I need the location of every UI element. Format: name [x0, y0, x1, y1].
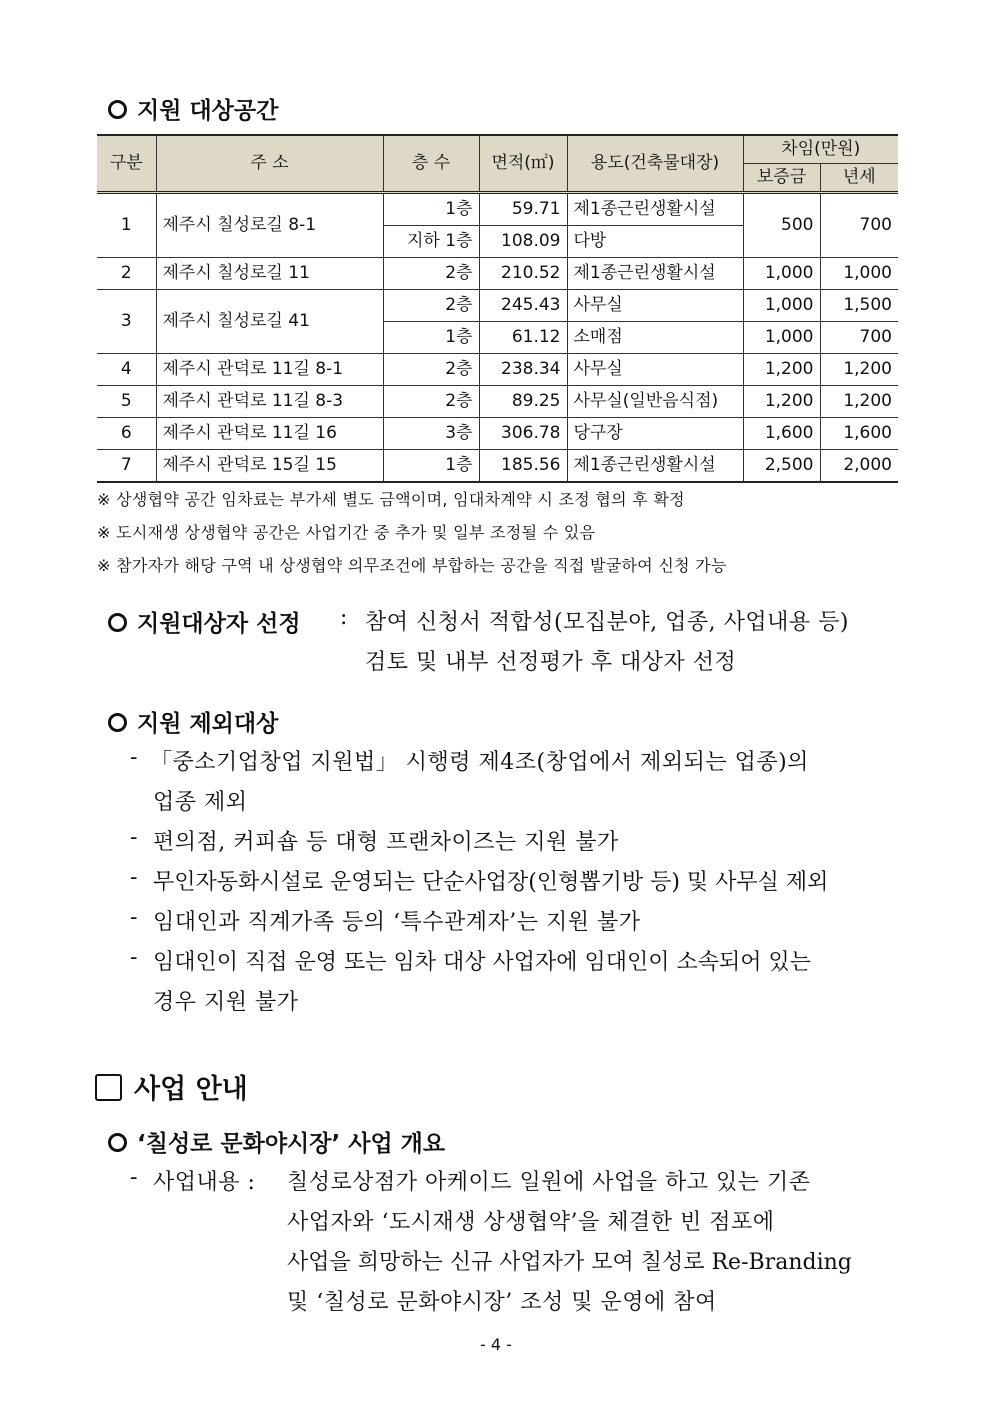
section-heading-business-guide: 사업 안내 [95, 1067, 248, 1106]
cell-floor: 3층 [383, 418, 479, 450]
cell-address: 제주시 관덕로 11길 8-1 [156, 354, 383, 386]
section-heading-exclusions: 지원 제외대상 [108, 705, 278, 738]
cell-deposit: 2,500 [743, 450, 820, 483]
cell-address: 제주시 관덕로 11길 8-3 [156, 386, 383, 418]
cell-address: 제주시 관덕로 15길 15 [156, 450, 383, 483]
cell-no: 4 [97, 354, 156, 386]
business-content-line: 칠성로상점가 아케이드 일원에 사업을 하고 있는 기존 [287, 1170, 811, 1195]
cell-use: 당구장 [567, 418, 743, 450]
table-note: ※ 참가자가 해당 구역 내 상생협약 의무조건에 부합하는 공간을 직접 발굴하여 신청 가능 [97, 556, 727, 575]
page-number: - 4 - [480, 1335, 512, 1354]
cell-address: 제주시 칠성로길 41 [156, 290, 383, 354]
table-row [97, 290, 898, 322]
support-space-table [97, 134, 898, 483]
cell-address: 제주시 칠성로길 11 [156, 258, 383, 290]
cell-annual: 1,200 [820, 386, 898, 418]
cell-deposit: 1,600 [743, 418, 820, 450]
exclusion-item: 무인자동화시설로 운영되는 단순사업장(인형뽑기방 등) 및 사무실 제외 [153, 870, 829, 895]
table-row [97, 354, 898, 386]
cell-no: 5 [97, 386, 156, 418]
cell-floor: 1층 [383, 193, 479, 226]
cell-deposit: 1,200 [743, 354, 820, 386]
selection-text-line: 검토 및 내부 선정평가 후 대상자 선정 [365, 650, 737, 675]
cell-no: 3 [97, 290, 156, 354]
header-annual-rent: 년세 [820, 164, 898, 193]
cell-no: 6 [97, 418, 156, 450]
circle-bullet-icon [108, 713, 127, 732]
cell-annual: 1,000 [820, 258, 898, 290]
cell-deposit: 1,000 [743, 258, 820, 290]
cell-no: 1 [97, 193, 156, 258]
exclusion-item-continued: 업종 제외 [153, 790, 248, 815]
header-use: 용도(건축물대장) [567, 135, 743, 193]
cell-floor: 지하 1층 [383, 226, 479, 258]
cell-address: 제주시 칠성로길 8-1 [156, 193, 383, 258]
cell-area: 238.34 [479, 354, 567, 386]
header-no: 구분 [97, 135, 156, 193]
dash-bullet: - [130, 865, 138, 890]
cell-deposit: 1,200 [743, 386, 820, 418]
cell-deposit: 500 [743, 193, 820, 258]
dash-bullet: - [130, 945, 138, 970]
business-content-line: 사업을 희망하는 신규 사업자가 모여 칠성로 Re-Branding [287, 1250, 852, 1275]
cell-area: 306.78 [479, 418, 567, 450]
business-content-line: 사업자와 ‘도시재생 상생협약’을 체결한 빈 점포에 [287, 1210, 775, 1235]
cell-no: 2 [97, 258, 156, 290]
cell-no: 7 [97, 450, 156, 483]
section-heading-support-space: 지원 대상공간 [108, 92, 278, 125]
cell-floor: 2층 [383, 290, 479, 322]
cell-use: 사무실 [567, 354, 743, 386]
cell-use: 사무실(일반음식점) [567, 386, 743, 418]
circle-bullet-icon [108, 613, 127, 632]
business-content-label: 사업내용 : [153, 1170, 256, 1195]
cell-annual: 2,000 [820, 450, 898, 483]
cell-area: 89.25 [479, 386, 567, 418]
cell-area: 59.71 [479, 193, 567, 226]
table-row [97, 258, 898, 290]
cell-use: 제1종근린생활시설 [567, 193, 743, 226]
table-row [97, 193, 898, 226]
exclusion-item-continued: 경우 지원 불가 [153, 990, 299, 1015]
cell-annual: 700 [820, 193, 898, 258]
table-row [97, 418, 898, 450]
cell-use: 사무실 [567, 290, 743, 322]
cell-annual: 700 [820, 322, 898, 354]
cell-use: 제1종근린생활시설 [567, 450, 743, 483]
cell-deposit: 1,000 [743, 290, 820, 322]
exclusion-item: 편의점, 커피숍 등 대형 프랜차이즈는 지원 불가 [153, 830, 619, 855]
dash-bullet: - [130, 1165, 138, 1190]
cell-area: 185.56 [479, 450, 567, 483]
dash-bullet: - [130, 905, 138, 930]
cell-annual: 1,600 [820, 418, 898, 450]
selection-separator: : [340, 605, 348, 630]
header-floor: 층 수 [383, 135, 479, 193]
cell-area: 61.12 [479, 322, 567, 354]
header-rent-group: 차임(만원) [743, 135, 898, 164]
cell-floor: 1층 [383, 450, 479, 483]
table-row [97, 450, 898, 483]
section-heading-selection: 지원대상자 선정 [108, 605, 301, 638]
business-content-line: 및 ‘칠성로 문화야시장’ 조성 및 운영에 참여 [287, 1290, 717, 1315]
circle-bullet-icon [108, 1133, 127, 1152]
exclusion-item: 임대인과 직계가족 등의 ‘특수관계자’는 지원 불가 [153, 910, 641, 935]
circle-bullet-icon [108, 100, 127, 119]
table-note: ※ 상생협약 공간 임차료는 부가세 별도 금액이며, 임대차계약 시 조정 협의 후 확정 [97, 490, 685, 509]
cell-annual: 1,500 [820, 290, 898, 322]
square-bullet-icon [95, 1074, 122, 1101]
cell-address: 제주시 관덕로 11길 16 [156, 418, 383, 450]
cell-use: 제1종근린생활시설 [567, 258, 743, 290]
selection-text-line: 참여 신청서 적합성(모집분야, 업종, 사업내용 등) [365, 610, 849, 635]
cell-floor: 2층 [383, 354, 479, 386]
cell-deposit: 1,000 [743, 322, 820, 354]
table-note: ※ 도시재생 상생협약 공간은 사업기간 중 추가 및 일부 조정될 수 있음 [97, 523, 596, 542]
cell-floor: 2층 [383, 258, 479, 290]
dash-bullet: - [130, 745, 138, 770]
header-address: 주 소 [156, 135, 383, 193]
cell-floor: 2층 [383, 386, 479, 418]
cell-floor: 1층 [383, 322, 479, 354]
header-area: 면적(㎡) [479, 135, 567, 193]
header-deposit: 보증금 [743, 164, 820, 193]
exclusion-item: 임대인이 직접 운영 또는 임차 대상 사업자에 임대인이 소속되어 있는 [153, 950, 811, 975]
subsection-heading-overview: ‘칠성로 문화야시장’ 사업 개요 [108, 1125, 445, 1158]
dash-bullet: - [130, 825, 138, 850]
cell-area: 210.52 [479, 258, 567, 290]
table-row [97, 386, 898, 418]
cell-area: 108.09 [479, 226, 567, 258]
cell-annual: 1,200 [820, 354, 898, 386]
exclusion-item: 「중소기업창업 지원법」 시행령 제4조(창업에서 제외되는 업종)의 [150, 750, 809, 775]
cell-area: 245.43 [479, 290, 567, 322]
cell-use: 다방 [567, 226, 743, 258]
cell-use: 소매점 [567, 322, 743, 354]
